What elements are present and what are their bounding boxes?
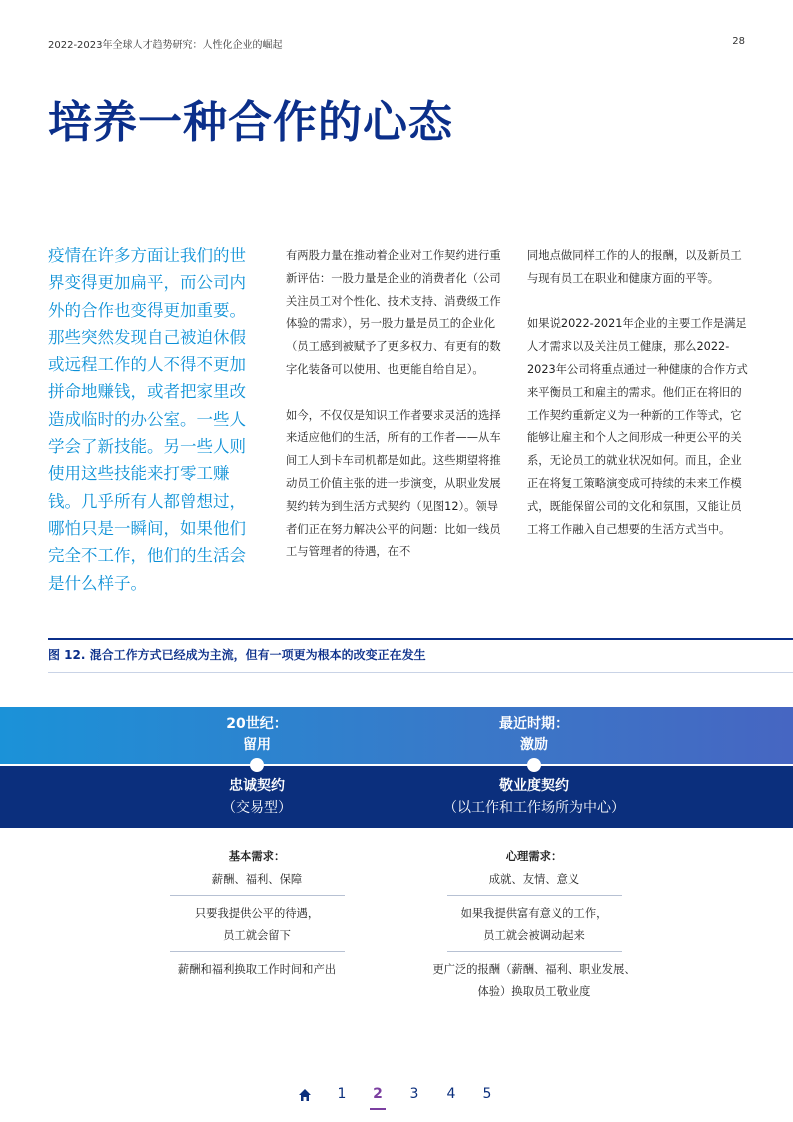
- paragraph: 有两股力量在推动着企业对工作契约进行重新评估：一股力量是企业的消费者化（公司关注员工对个性化、技术支持、消费级工作体验的需求），另一股力量是员工的企业化（员工感到被赋予了更多权力、有更有的数字化装备可以使用、也更能自给自足）。: [286, 249, 501, 376]
- paragraph: 如果说2022-2021年企业的主要工作是满足人才需求以及关注员工健康，那么2022-2023年公司将重点通过一种健康的合作方式来平衡员工和雇主的需求。他们正在将旧的工作契约重新定义为一种新的工作等式，它能够让雇主和个人之间形成一种更公平的关系，无论员工的就业状况如何。而且，企业正在将复工策略演变成可持续的未来工作模式，既能保留公司的文化和氛围，又能让员工将工作融入自己想要的生活方式当中。: [527, 317, 748, 536]
- page-link-1[interactable]: 1: [337, 1086, 347, 1102]
- figure-top-rule: [48, 638, 793, 640]
- page-link-4[interactable]: 4: [446, 1086, 456, 1102]
- timeline-dot-left: [250, 758, 264, 772]
- divider: [447, 951, 622, 952]
- era-right-theme: 激励: [520, 737, 548, 753]
- contract-left: [107, 775, 407, 819]
- era-left-label: 20世纪：: [226, 716, 288, 732]
- active-page-underline: [370, 1108, 386, 1110]
- home-icon[interactable]: [298, 1088, 312, 1102]
- contract-left-name: 忠诚契约: [229, 778, 285, 794]
- exchange-right-line2: 体验）换取员工敬业度: [477, 985, 591, 998]
- contract-right: [384, 775, 684, 819]
- promise-left-line1: 只要我提供公平的待遇，: [194, 907, 320, 920]
- header-page-number: 28: [732, 36, 745, 47]
- figure-caption: 图 12. 混合工作方式已经成为主流，但有一项更为根本的改变正在发生: [48, 648, 426, 662]
- promise-right-line1: 如果我提供富有意义的工作，: [460, 907, 608, 920]
- timeline-dot-right: [527, 758, 541, 772]
- promise-left-line2: 员工就会留下: [223, 929, 291, 942]
- pagination: [0, 1086, 793, 1110]
- exchange-left-line1: 薪酬和福利换取工作时间和产出: [177, 963, 337, 976]
- era-left: [137, 714, 377, 756]
- page-link-3[interactable]: 3: [409, 1086, 419, 1102]
- body-column-3: [527, 245, 749, 541]
- needs-left-items: 薪酬、福利、保障: [211, 873, 303, 886]
- divider: [170, 951, 345, 952]
- needs-left-title: 基本需求：: [228, 850, 286, 863]
- contract-left-type: （交易型）: [222, 800, 292, 816]
- page-link-5[interactable]: 5: [482, 1086, 492, 1102]
- promise-right-line2: 员工就会被调动起来: [483, 929, 585, 942]
- intro-text: 疫情在许多方面让我们的世界变得更加扁平，而公司内外的合作也变得更加重要。那些突然发现自己被迫休假或远程工作的人不得不更加拼命地赚钱，或者把家里改造成临时的办公室。一些人学会了新技能。另一些人则使用这些技能来打零工赚钱。几乎所有人都曾想过，哪怕只是一瞬间，如果他们完全不工作，他们的生活会是什么样子。: [48, 246, 246, 593]
- era-band: [0, 707, 793, 765]
- needs-right-title: 心理需求：: [505, 850, 563, 863]
- body-column-2: [286, 245, 508, 564]
- contract-right-name: 敬业度契约: [499, 778, 569, 794]
- needs-right-items: 成就、友情、意义: [488, 873, 580, 886]
- era-right-label: 最近时期：: [499, 716, 569, 732]
- figure-caption-rule: [48, 672, 793, 673]
- timeline-line: [0, 764, 793, 766]
- paragraph: 如今，不仅仅是知识工作者要求灵活的选择来适应他们的生活，所有的工作者——从车间工人到卡车司机都是如此。这些期望将推动员工价值主张的进一步演变，从职业发展契约转为到生活方式契约（见图12）。领导者们正在努力解决公平的问题：比如一线员工与管理者的待遇，在不: [286, 408, 501, 559]
- era-left-theme: 留用: [243, 737, 271, 753]
- page-link-2-active[interactable]: 2: [373, 1086, 383, 1102]
- page-title: 培养一种合作的心态: [48, 97, 453, 148]
- era-right: [414, 714, 654, 756]
- divider: [170, 895, 345, 896]
- contract-right-type: （以工作和工作场所为中心）: [443, 800, 625, 816]
- divider: [447, 895, 622, 896]
- header-doc-title: 2022-2023年全球人才趋势研究：人性化企业的崛起: [48, 40, 283, 51]
- paragraph: 同地点做同样工作的人的报酬，以及新员工与现有员工在职业和健康方面的平等。: [527, 249, 742, 285]
- exchange-right-line1: 更广泛的报酬（薪酬、福利、职业发展、: [432, 963, 636, 976]
